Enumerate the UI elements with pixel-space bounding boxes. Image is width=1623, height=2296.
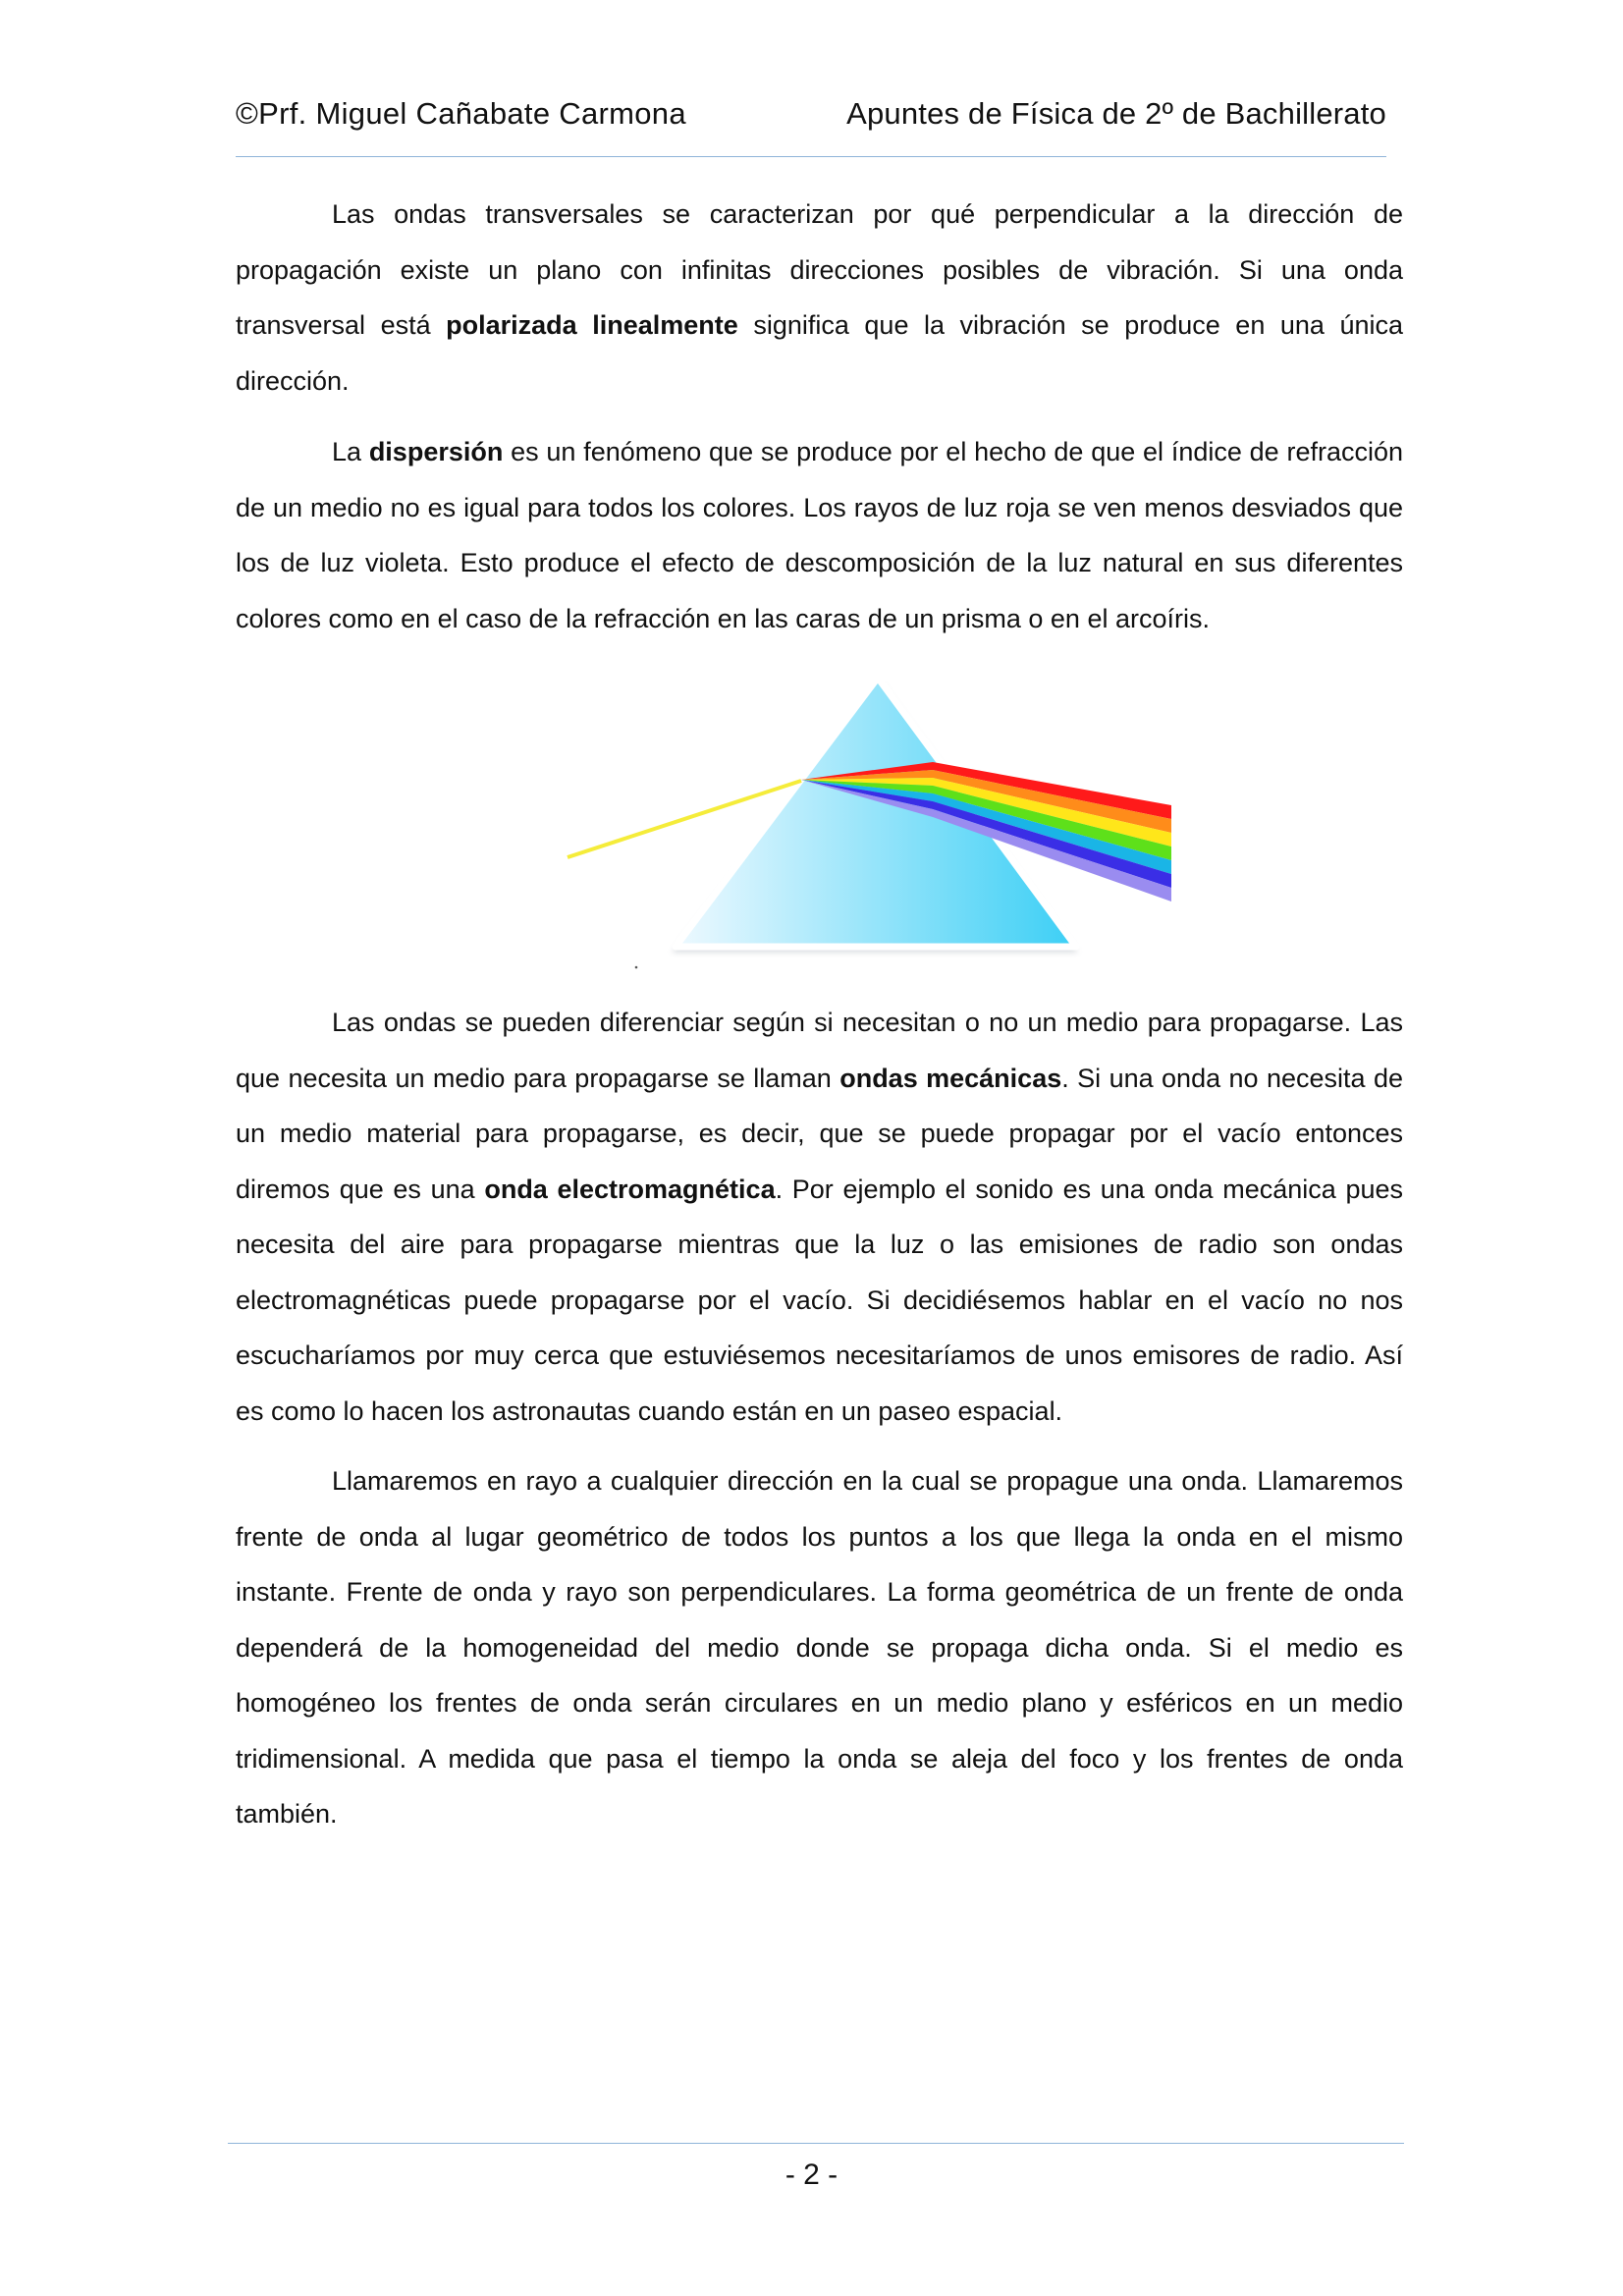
text-run: La	[332, 437, 369, 466]
bold-term-ondas-mecanicas: ondas mecánicas	[839, 1063, 1062, 1093]
header-author: ©Prf. Miguel Cañabate Carmona	[236, 96, 686, 131]
bold-term-onda-electromagnetica: onda electromagnética	[484, 1174, 776, 1204]
paragraph-rays-wavefronts	[236, 1453, 1403, 1842]
bold-term-polarizada: polarizada linealmente	[446, 310, 738, 340]
page-header	[236, 96, 1386, 139]
text-run: Llamaremos en rayo a cualquier dirección en la cual se propague una onda. Llamaremos frente de onda al lugar geométrico de todos los puntos a los que llega la onda en el mismo instante. Frente de onda y rayo son perpendiculares. La forma geométrica de un frente de onda dependerá de la homogeneidad del medio donde se propaga dicha onda. Si el medio es homogéneo los frentes de onda serán circulares en un medio plano y esféricos en un medio tridimensional. A medida que pasa el tiempo la onda se aleja del foco y los frentes de onda también.	[236, 1466, 1403, 1829]
paragraph-polarization	[236, 187, 1403, 409]
text-run: . Si una onda no necesita de un medio material para propagarse, es decir, que se puede propagar por el vacío entonces diremos que es una	[236, 1063, 1403, 1204]
text-run: Las ondas transversales se caracterizan por qué perpendicular a la dirección de propagación existe un plano con infinitas direcciones posibles de vibración. Si una onda transversal está	[236, 199, 1403, 340]
page-number: - 2 -	[784, 2159, 839, 2191]
text-run: Las ondas se pueden diferenciar según si necesitan o no un medio para propagarse. Las que necesita un medio para propagarse se llaman	[236, 1008, 1403, 1093]
header-course-title: Apuntes de Física de 2º de Bachillerato	[846, 96, 1386, 131]
text-run: es un fenómeno que se produce por el hecho de que el índice de refracción de un medio no es igual para todos los colores. Los rayos de luz roja se ven menos desviados que los de luz violeta. Esto produce el efecto de descomposición de la luz natural en sus diferentes colores como en el caso de la refracción en las caras de un prisma o en el arcoíris.	[236, 437, 1403, 633]
header-rule	[236, 156, 1386, 157]
paragraph-wave-types	[236, 995, 1403, 1439]
paragraph-dispersion	[236, 424, 1403, 646]
prism-dispersion-figure	[550, 668, 1188, 982]
text-run: . Por ejemplo el sonido es una onda mecánica pues necesita del aire para propagarse mientras que la luz o las emisiones de radio son ondas electromagnéticas puede propagarse por el vacío. Si decidiésemos hablar en el vacío no nos escucharíamos por muy cerca que estuviésemos necesitaríamos de unos emisores de radio. Así es como lo hacen los astronautas cuando están en un paseo espacial.	[236, 1174, 1403, 1426]
footer-rule	[228, 2143, 1404, 2144]
prism-illustration	[550, 668, 1188, 982]
figure-dot	[635, 966, 638, 969]
bold-term-dispersion: dispersión	[368, 437, 504, 466]
text-run: significa que la vibración se produce en una única dirección.	[236, 310, 1404, 396]
